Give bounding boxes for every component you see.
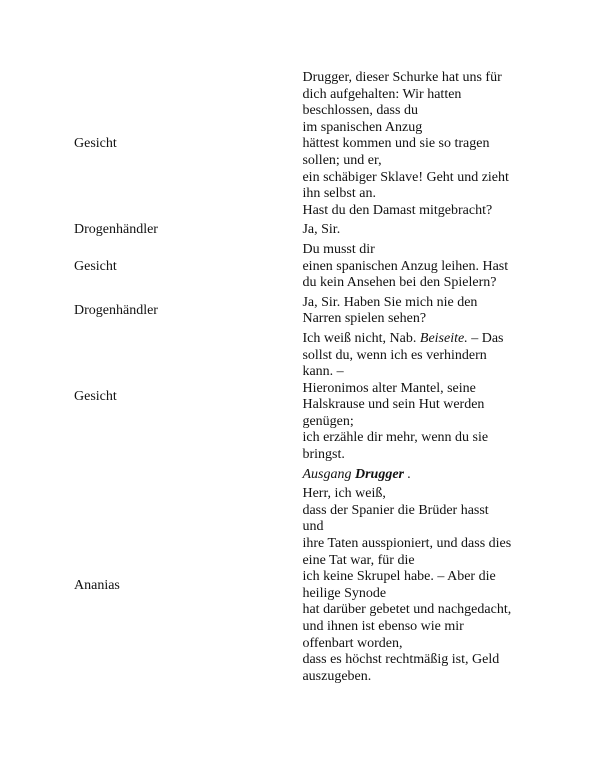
speech-line: heilige Synode [302,585,387,601]
speech-line: bringst. [302,447,345,463]
speech-line: Du musst dir [302,241,375,257]
speech-line: auszugeben. [302,668,372,684]
dialogue-row [74,70,534,219]
speech-line: dass es höchst rechtmäßig ist, Geld [302,652,500,668]
speech-line: hättest kommen und sie so tragen [302,136,490,152]
speech-line: hat darüber gebetet und nachgedacht, [302,602,512,618]
speech-line: Ja, Sir. Haben Sie mich nie den [302,294,478,310]
speech-line: du kein Ansehen bei den Spielern? [302,275,497,291]
speech-line: und ihnen ist ebenso wie mir [302,619,464,634]
speech-line: ein schäbiger Sklave! Geht und zieht [302,169,509,185]
aside-direction: Beiseite. [419,330,468,346]
speech-line: einen spanischen Anzug leihen. Hast [302,258,509,274]
speech-line: und [302,519,324,535]
speaker-name: Gesicht [74,388,117,404]
speech-text [302,70,534,219]
speech-line: Halskrause und sein Hut werden [302,397,485,413]
speech-line: sollst du, wenn ich es verhindern [302,347,487,363]
speaker-name: Ananias [74,577,120,593]
stage-direction-prefix: Ausgang [302,466,352,482]
dialogue-row [74,242,534,292]
stage-direction-row [74,467,534,484]
speech-line: sollen; und er, [302,152,382,168]
speech-line: Narren spielen sehen? [302,311,427,327]
speech-line: eine Tat war, für die [302,552,415,568]
speech-line: beschlossen, dass du [302,103,418,119]
speech-line: im spanischen Anzug [302,119,423,135]
speech-line: offenbart worden, [302,635,403,651]
speech-text [302,242,534,292]
dialogue-row [74,331,534,464]
speech-line: Ja, Sir. [302,222,341,238]
dialogue-table [74,70,534,685]
speaker-name: Gesicht [74,136,117,152]
speech-text [302,222,534,239]
speech-line: ich keine Skrupel habe. – Aber die [302,569,496,585]
speech-line: ihre Taten ausspioniert, und dass dies [302,536,512,552]
speech-line [302,331,534,348]
speech-line: ihn selbst an. [302,186,376,202]
speech-fragment: – Das [471,330,504,346]
speech-text [302,331,534,464]
stage-direction-character: Drugger [354,466,404,482]
speech-line: dich aufgehalten: Wir hatten [302,86,462,102]
speech-line: genügen; [302,413,354,429]
speech-line: ich erzähle dir mehr, wenn du sie [302,430,489,446]
dialogue-row [74,486,534,685]
speech-line: Herr, ich weiß, [302,486,386,502]
stage-direction [302,467,534,484]
speech-line: Hast du den Damast mitgebracht? [302,202,493,218]
stage-direction-suffix: . [407,466,411,482]
dialogue-row [74,295,534,328]
speaker-name: Drogenhändler [74,303,158,319]
speech-line: Drugger, dieser Schurke hat uns für [302,70,502,85]
speaker-name: Gesicht [74,258,117,274]
speech-text [302,486,534,685]
speech-fragment: Ich weiß nicht, Nab. [302,330,417,346]
speech-line: kann. – [302,364,344,380]
dialogue-row [74,222,534,239]
speech-line: Hieronimos alter Mantel, seine [302,380,476,396]
speech-text [302,295,534,328]
speech-line: dass der Spanier die Brüder hasst [302,502,489,518]
speaker-name: Drogenhändler [74,222,158,238]
